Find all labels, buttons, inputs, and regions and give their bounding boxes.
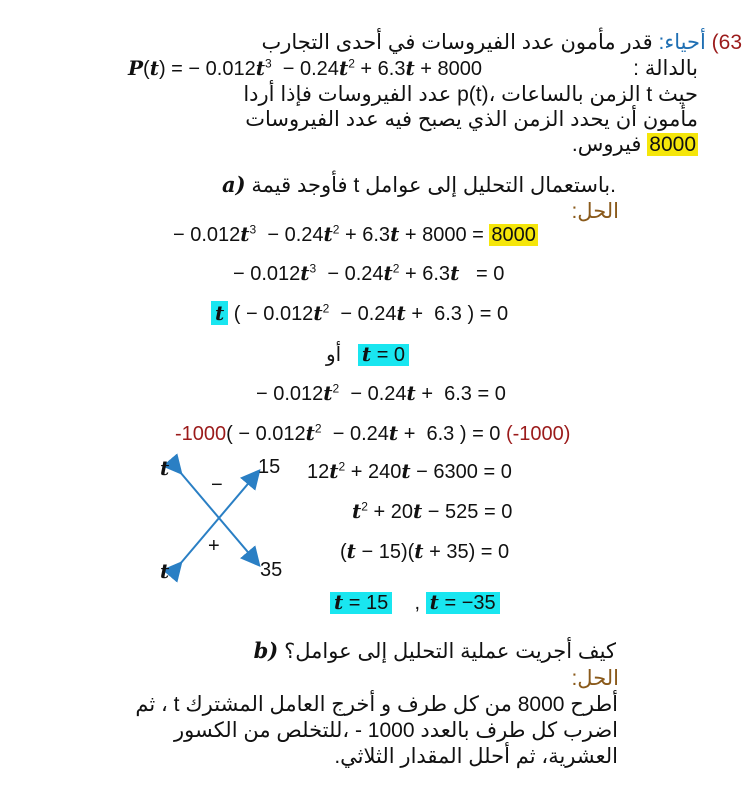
diagram-bottom-right: 35 [260,559,283,581]
equation-2: − $0.012t^3 - 0.24t^2 + 6.3t = 0$ [233,261,505,285]
problem-text-4: مأمون أن يحدد الزمن الذي يصبح فيه عدد الفيروسات [245,108,698,131]
or-word: أو [326,344,342,366]
part-a-label: a) [222,172,246,197]
solution-1: t = 15 [330,592,392,614]
problem-topic: أحياء: [658,31,706,54]
virus-count-highlight: 8000 [649,133,696,156]
problem-number: 63) [711,31,742,54]
diagram-plus: + [208,535,220,557]
equation-9: (t − 15)(t + 35) = 0 [340,539,510,563]
part-b-answer-1: أطرح 8000 من كل طرف و أخرج العامل المشترك t ، ثم [135,693,618,716]
equation-6: $-1000( - 0.012t^2 - 0.24t + 6.3$ ) = 0 (-1000) [175,421,571,445]
part-b-answer-2: اضرب كل طرف بالعدد 1000 - ،للتخلص من الكسور [173,719,618,742]
part-a-line [222,172,616,198]
problem-text-1: قدر مأمون عدد الفيروسات في أحدى التجارب [261,31,653,54]
solutions-comma: , [414,592,421,614]
diagram-minus: − [211,474,223,496]
equation-4-row [326,342,409,367]
diagram-bottom-left: t [160,559,170,583]
problem-line-1 [261,30,742,55]
multiplier-left: -1000 [175,423,227,445]
multiplier-right: (-1000) [505,423,571,445]
final-solutions [330,590,500,615]
t-zero-solution: t = 0 [358,344,409,366]
equation-8: $t^2 + 20t - 525 = 0$ [352,499,513,523]
problem-text-2: بالدالة : [633,57,698,80]
part-a-solution-label: الحل: [571,200,619,223]
function-definition: P(t) = − $0.012t^3 - 0.24t^2 + 6.3t + 8000$ [128,56,483,80]
virus-word: فيروس. [571,133,642,156]
equation-5: − $0.012t^2 - 0.24t + 6.3 = 0$ [256,381,506,405]
equation-7: $12t^2 + 240t - 6300 = 0$ [307,459,512,483]
part-b-question: كيف أجريت عملية التحليل إلى عوامل؟ [284,640,616,663]
equation-1: − $0.012t^3 - 0.24t^2 + 6.3t + 8000 = 8000$ [173,222,536,246]
part-b-line [254,638,616,664]
solution-2: t = −35 [426,592,500,614]
part-b-answer-3: العشرية، ثم أحلل المقدار الثلاثي. [334,745,618,768]
problem-text-3: حيث t الزمن بالساعات ،p(t) عدد الفيروسات فإذا أردا [243,83,698,106]
part-b-solution-label: الحل: [571,667,619,690]
equation-3: t ( − $0.012t^2 - 0.24t + 6.3$ ) = 0 [211,301,508,326]
diagram-top-right: 15 [258,456,281,478]
problem-line-5 [572,132,698,157]
part-a-question: فأوجد قيمة t باستعمال التحليل إلى عوامل. [251,174,616,197]
part-b-label: b) [253,638,279,663]
equation-1-rhs: 8000 [491,224,536,246]
diagram-top-left: t [160,456,170,480]
